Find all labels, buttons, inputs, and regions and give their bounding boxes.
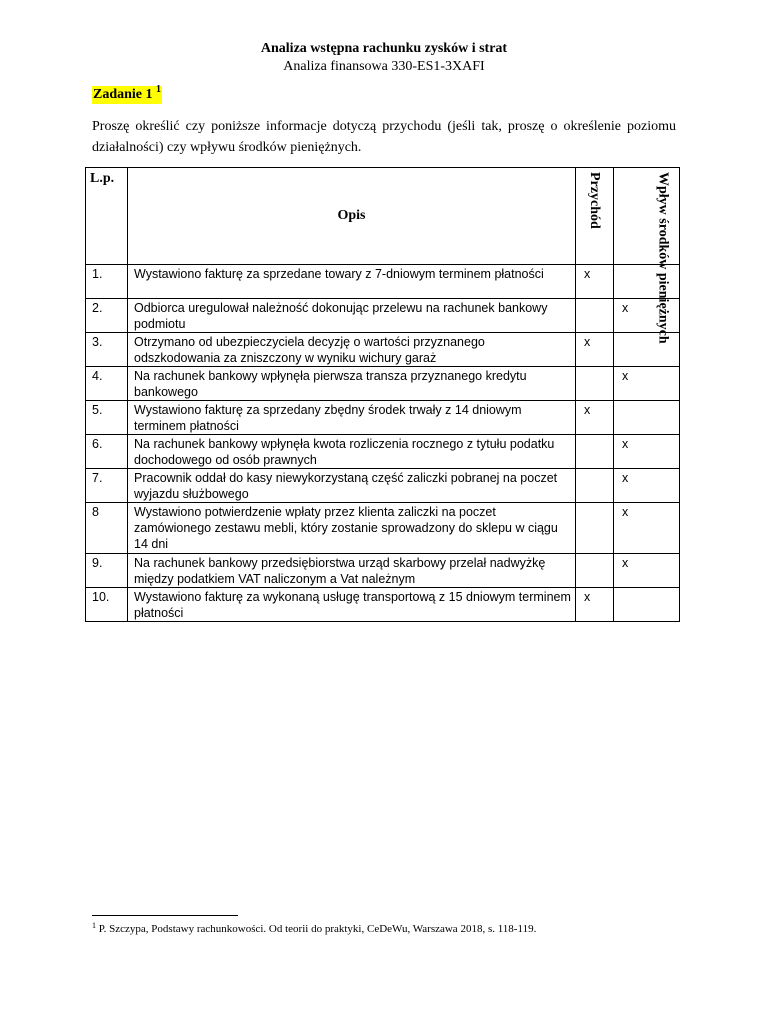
row-number: 1. [86,265,128,299]
row-wplyw-mark [614,588,680,622]
row-wplyw-mark [614,401,680,435]
header-wplyw [614,168,680,344]
table-row [86,588,680,622]
header-przychod-label: Przychód [587,172,602,229]
table-row [86,469,680,503]
row-przychod-mark: x [576,588,614,622]
table-row [86,503,680,554]
row-description: Pracownik oddał do kasy niewykorzystaną część zaliczki pobranej na poczet wyjazdu służbowego [128,469,576,503]
row-description: Wystawiono fakturę za sprzedany zbędny środek trwały z 14 dniowym terminem płatności [128,401,576,435]
footnote-number: 1 [92,921,96,930]
table-row [86,333,680,367]
row-przychod-mark [576,503,614,554]
row-description: Otrzymano od ubezpieczyciela decyzję o wartości przyznanego odszkodowania za zniszczony w wyniku wichury garaż [128,333,576,367]
row-number: 7. [86,469,128,503]
row-number: 2. [86,299,128,333]
footnote [92,922,536,936]
header-wplyw-label: Wpływ środków pieniężnych [655,172,671,344]
footnote-reference: 1 [156,84,162,95]
row-number: 6. [86,435,128,469]
row-description: Odbiorca uregulował należność dokonując przelewu na rachunek bankowy podmiotu [128,299,576,333]
table-body [86,265,680,622]
table-row [86,367,680,401]
row-wplyw-mark: x [614,367,680,401]
header-lp: L.p. [86,168,128,265]
row-description: Wystawiono potwierdzenie wpłaty przez klienta zaliczki na poczet zamówionego zestawu mebli, który zostanie sprowadzony do sklepu w ciągu 14 dni [128,503,576,554]
row-wplyw-mark: x [614,435,680,469]
row-description: Wystawiono fakturę za wykonaną usługę transportową z 15 dniowym terminem płatności [128,588,576,622]
footnote-separator [92,915,238,916]
row-przychod-mark [576,469,614,503]
table-header-row [86,168,680,265]
document-title: Analiza wstępna rachunku zysków i strat [260,41,508,56]
row-przychod-mark [576,367,614,401]
row-przychod-mark: x [576,265,614,299]
header-przychod [576,168,614,265]
table-row [86,401,680,435]
table-row [86,265,680,299]
row-number: 8 [86,503,128,554]
transactions-table [85,167,680,622]
row-przychod-mark [576,299,614,333]
table-row [86,299,680,333]
table-row [86,435,680,469]
row-przychod-mark [576,435,614,469]
row-number: 9. [86,554,128,588]
row-wplyw-mark: x [614,503,680,554]
task-heading [92,86,162,104]
header-opis: Opis [128,168,576,265]
table-row [86,554,680,588]
row-description: Na rachunek bankowy wpłynęła pierwsza transza przyznanego kredytu bankowego [128,367,576,401]
row-number: 3. [86,333,128,367]
row-description: Na rachunek bankowy przedsiębiorstwa urząd skarbowy przelał nadwyżkę między podatkiem VAT naliczonym a Vat należnym [128,554,576,588]
row-wplyw-mark: x [614,469,680,503]
row-przychod-mark: x [576,401,614,435]
row-description: Na rachunek bankowy wpłynęła kwota rozliczenia rocznego z tytułu podatku dochodowego od osób prawnych [128,435,576,469]
row-przychod-mark: x [576,333,614,367]
row-wplyw-mark: x [614,299,680,333]
row-wplyw-mark: x [614,554,680,588]
document-subtitle: Analiza finansowa 330-ES1-3XAFI [283,59,485,74]
task-label: Zadanie 1 [93,87,153,102]
footnote-text: P. Szczypa, Podstawy rachunkowości. Od teorii do praktyki, CeDeWu, Warszawa 2018, s. 118-119. [96,923,537,935]
row-description: Wystawiono fakturę za sprzedane towary z 7-dniowym terminem płatności [128,265,576,299]
task-instructions: Proszę określić czy poniższe informacje dotyczą przychodu (jeśli tak, proszę o określenie poziomu działalności) czy wpływu środków pieniężnych. [92,119,676,155]
row-number: 4. [86,367,128,401]
row-przychod-mark [576,554,614,588]
row-number: 10. [86,588,128,622]
row-number: 5. [86,401,128,435]
